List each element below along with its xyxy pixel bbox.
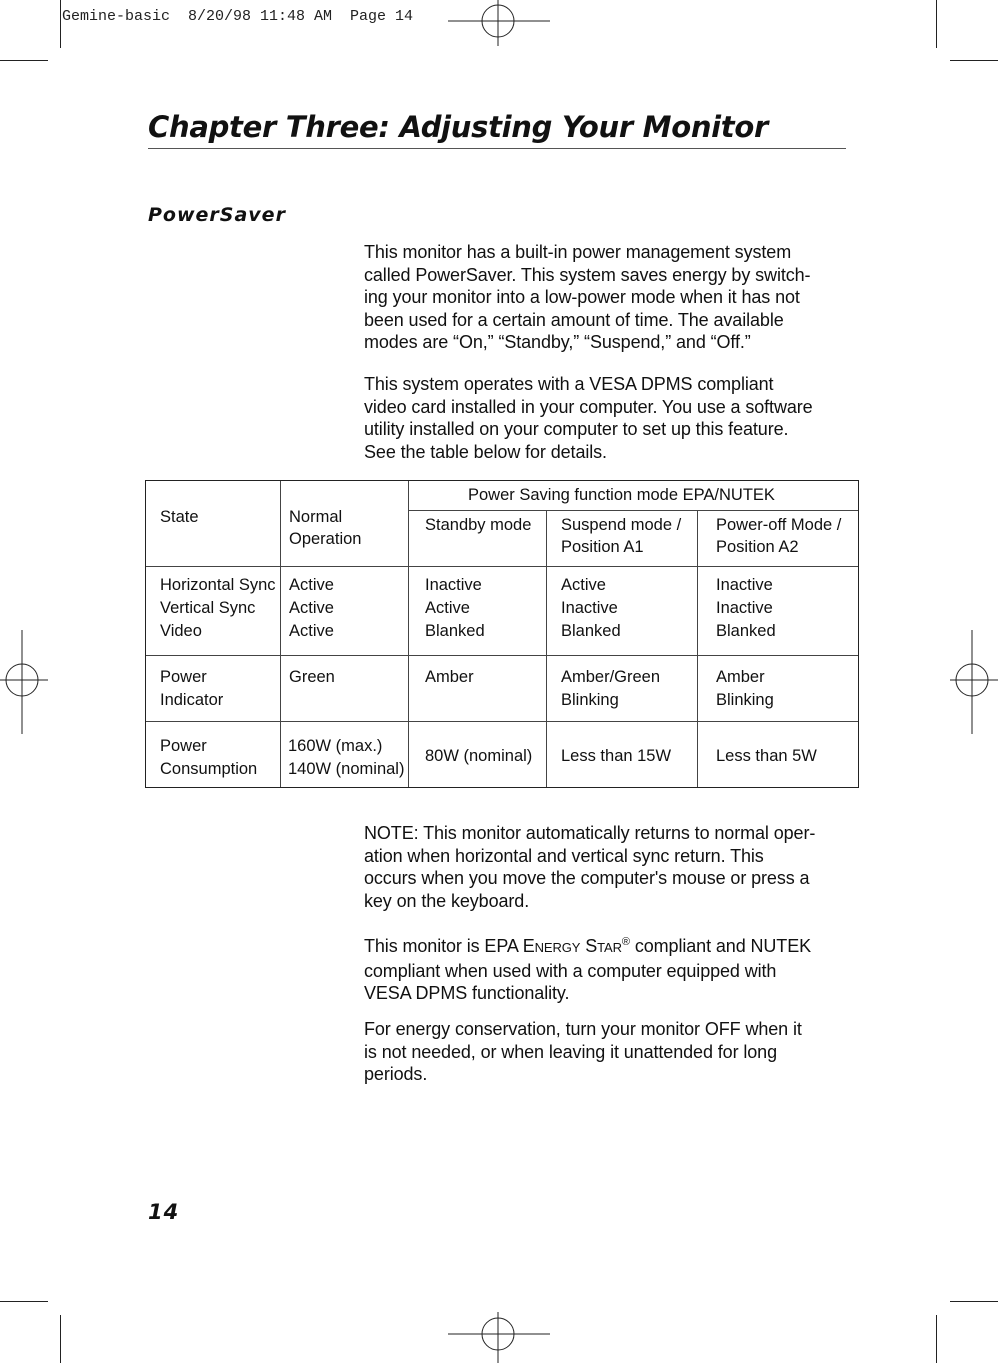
registration-mark-bottom xyxy=(448,1312,550,1363)
registration-mark-right xyxy=(950,630,998,734)
text-line: See the table below for details. xyxy=(364,441,607,462)
text-line: compliant when used with a computer equipped with xyxy=(364,960,777,981)
text-line: ing your monitor into a low-power mode when it has not xyxy=(364,287,800,307)
cell-off-indicator-line1: Amber xyxy=(716,668,765,686)
text-line: NOTE: This monitor automatically returns to normal oper- xyxy=(364,823,816,843)
cell-off-hsync: Inactive xyxy=(716,576,773,594)
cell-suspend-video: Blanked xyxy=(561,622,621,640)
text-line: periods. xyxy=(364,1064,428,1084)
text-line: utility installed on your computer to set up this feature. xyxy=(364,419,789,439)
cell-normal-consumption-line1: 160W (max.) xyxy=(288,737,383,755)
cell-off-video: Blanked xyxy=(716,622,776,640)
text-line: video card installed in your computer. You use a software xyxy=(364,396,813,417)
print-slug: Gemine-basic 8/20/98 11:48 AM Page 14 xyxy=(62,8,414,25)
registered-mark: ® xyxy=(621,936,630,948)
cell-suspend-hsync: Active xyxy=(561,576,606,594)
power-saving-table xyxy=(145,480,859,788)
row-label-power-consumption-line2: Consumption xyxy=(160,760,258,778)
row-divider xyxy=(146,566,858,567)
text-line: key on the keyboard. xyxy=(364,890,530,911)
text-line: modes are “On,” “Standby,” “Suspend,” and “Off.” xyxy=(364,332,751,352)
text-line: occurs when you move the computer's mouse or press a xyxy=(364,868,810,888)
page-number: 14 xyxy=(148,1200,180,1224)
conservation-paragraph xyxy=(364,1018,850,1086)
cell-off-consumption: Less than 5W xyxy=(716,747,817,765)
header-standby: Standby mode xyxy=(425,516,532,534)
cell-suspend-indicator-line2: Blinking xyxy=(561,691,619,709)
text-line: ation when horizontal and vertical sync return. This xyxy=(364,845,764,866)
row-label-power-indicator-line1: Power xyxy=(160,668,207,686)
text-line: is not needed, or when leaving it unattended for long xyxy=(364,1041,777,1062)
group-header: Power Saving function mode EPA/NUTEK xyxy=(468,486,775,504)
section-title: PowerSaver xyxy=(148,204,286,226)
group-header-rule xyxy=(408,510,858,511)
cell-suspend-indicator-line1: Amber/Green xyxy=(561,668,661,686)
row-label-horizontal-sync: Horizontal Sync xyxy=(160,576,276,594)
row-label-video: Video xyxy=(160,622,202,640)
header-state: State xyxy=(160,508,199,526)
cell-off-indicator-line2: Blinking xyxy=(716,691,774,709)
text-line: This monitor is EPA ENERGY STAR® compliant and NUTEK xyxy=(364,936,812,956)
cell-off-vsync: Inactive xyxy=(716,599,773,617)
cell-normal-indicator: Green xyxy=(289,668,335,686)
registration-mark-left xyxy=(0,630,48,734)
cell-standby-video: Blanked xyxy=(425,622,485,640)
text-line: This system operates with a VESA DPMS compliant xyxy=(364,374,774,394)
cell-suspend-vsync: Inactive xyxy=(561,599,618,617)
system-paragraph xyxy=(364,373,850,463)
cell-normal-vsync: Active xyxy=(289,599,334,617)
text-line: This monitor has a built-in power management system xyxy=(364,242,792,262)
row-label-power-consumption-line1: Power xyxy=(160,737,207,755)
text-line: called PowerSaver. This system saves energy by switch- xyxy=(364,264,811,285)
cell-suspend-consumption: Less than 15W xyxy=(561,747,672,765)
cell-standby-hsync: Inactive xyxy=(425,576,482,594)
cell-normal-video: Active xyxy=(289,622,334,640)
header-normal-line1: Normal xyxy=(289,508,343,526)
row-divider xyxy=(146,655,858,656)
cell-normal-hsync: Active xyxy=(289,576,334,594)
header-suspend-line2: Position A1 xyxy=(561,538,644,556)
header-rule xyxy=(148,148,846,149)
column-divider xyxy=(280,481,281,787)
registration-mark-top xyxy=(448,0,550,48)
row-divider xyxy=(146,721,858,722)
header-off-line1: Power-off Mode / xyxy=(716,516,842,534)
energy-star-paragraph xyxy=(364,931,850,1005)
row-label-vertical-sync: Vertical Sync xyxy=(160,599,256,617)
intro-paragraph xyxy=(364,241,850,354)
text-line: For energy conservation, turn your monitor OFF when it xyxy=(364,1019,802,1039)
cell-normal-consumption-line2: 140W (nominal) xyxy=(288,760,405,778)
text-line: VESA DPMS functionality. xyxy=(364,983,570,1003)
text-line: been used for a certain amount of time. The available xyxy=(364,309,784,330)
cell-standby-vsync: Active xyxy=(425,599,470,617)
header-off-line2: Position A2 xyxy=(716,538,799,556)
column-divider xyxy=(408,481,409,787)
header-suspend-line1: Suspend mode / xyxy=(561,516,682,534)
row-label-power-indicator-line2: Indicator xyxy=(160,691,224,709)
note-paragraph xyxy=(364,822,850,912)
chapter-title: Chapter Three: Adjusting Your Monitor xyxy=(148,110,768,144)
column-divider xyxy=(697,510,698,787)
cell-standby-indicator: Amber xyxy=(425,668,474,686)
header-normal-line2: Operation xyxy=(289,530,362,548)
column-divider xyxy=(546,510,547,787)
cell-standby-consumption: 80W (nominal) xyxy=(425,747,533,765)
